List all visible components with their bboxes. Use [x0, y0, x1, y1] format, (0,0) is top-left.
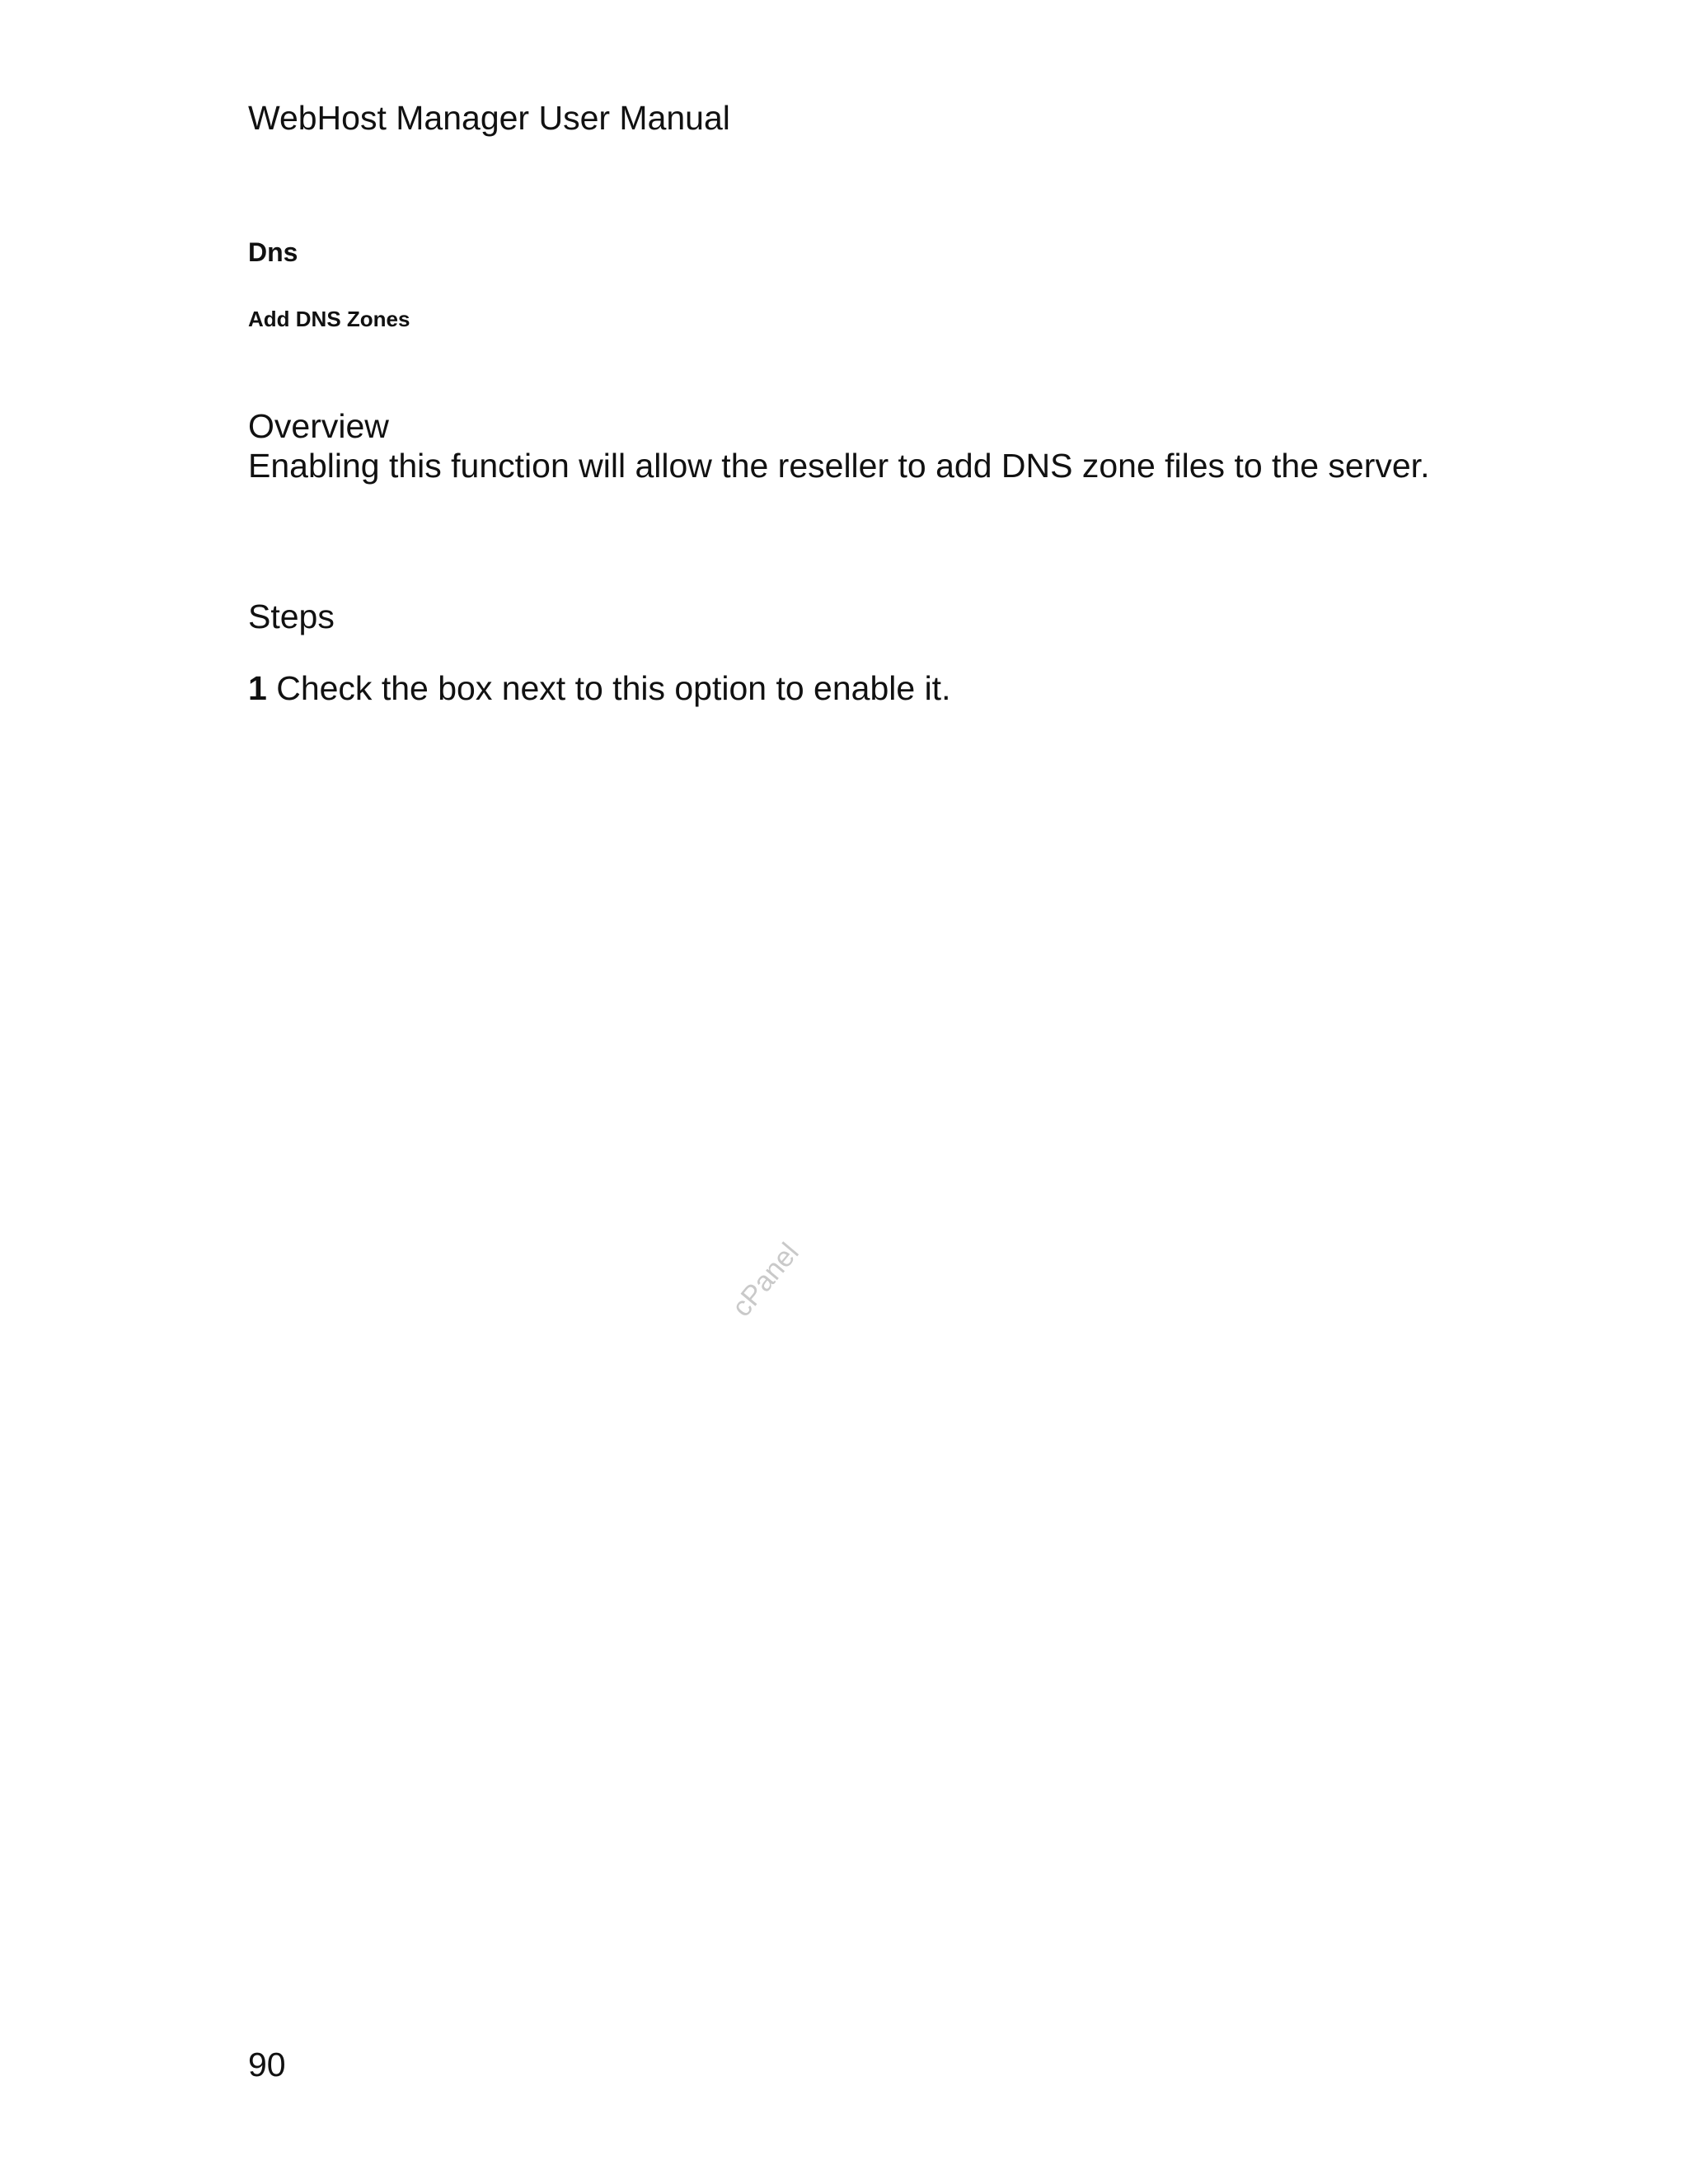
running-header: WebHost Manager User Manual: [248, 99, 730, 137]
section-heading: Dns: [248, 237, 298, 267]
steps-heading: Steps: [248, 598, 335, 635]
step-text: Check the box next to this option to enable it.: [276, 669, 951, 707]
step-item: [248, 668, 950, 709]
overview-heading: Overview: [248, 407, 389, 445]
overview-paragraph: Enabling this function will allow the reseller to add DNS zone files to the server.: [248, 447, 1430, 485]
step-number: 1: [248, 669, 267, 707]
cpanel-watermark: cPanel: [725, 1236, 805, 1324]
page-number: 90: [248, 2046, 286, 2083]
subsection-heading: Add DNS Zones: [248, 307, 410, 331]
